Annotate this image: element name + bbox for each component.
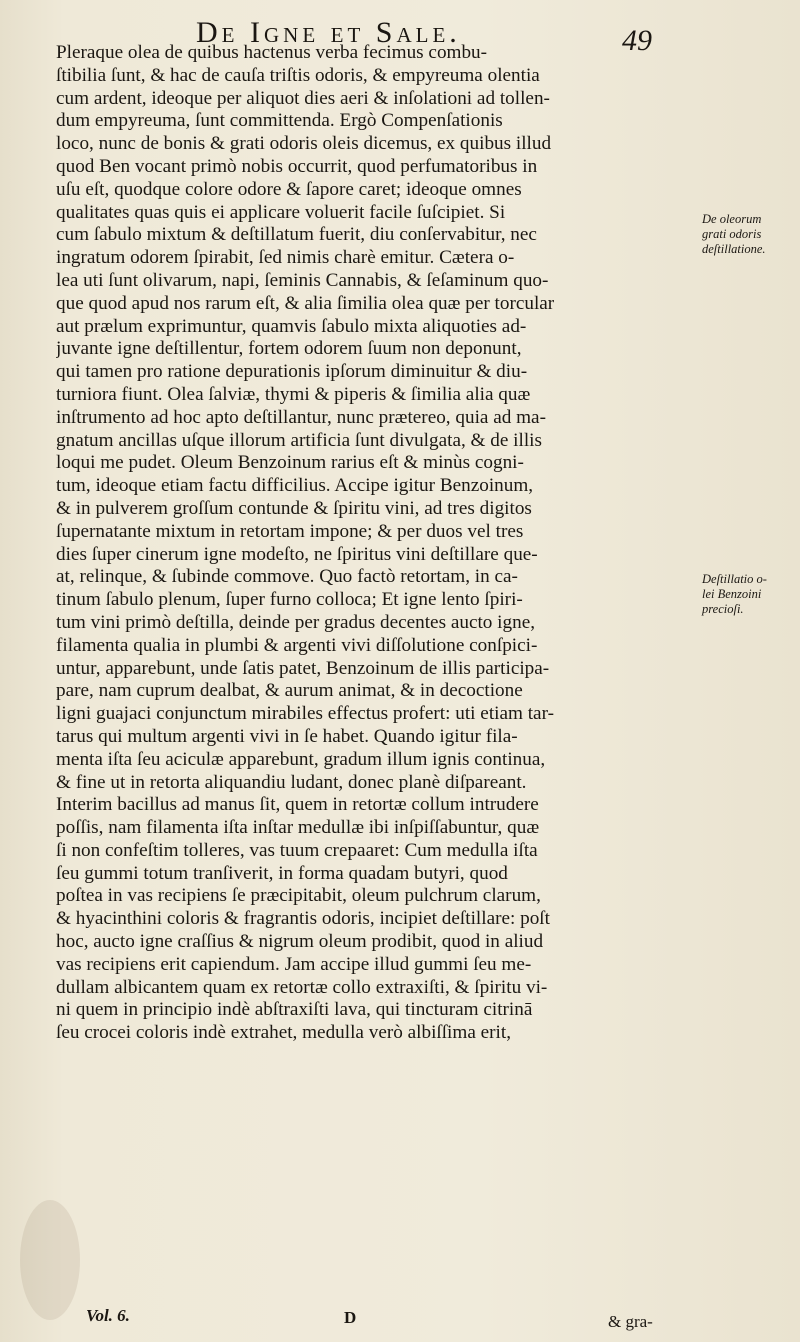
text-line: & in pulverem groſſum contunde & ſpiritu vini, ad tres digitos bbox=[56, 497, 532, 519]
text-line: qualitates quas quis ei applicare voluerit facile ſuſcipiet. Si bbox=[56, 201, 506, 223]
text-line: ni quem in principio indè abſtraxiſti lava, qui tincturam citrinā bbox=[56, 999, 533, 1021]
text-line: poſſis, nam filamenta iſta inſtar medullæ ibi inſpiſſabuntur, quæ bbox=[56, 817, 540, 839]
text-line: turniora fiunt. Olea ſalviæ, thymi & piperis & ſimilia alia quæ bbox=[56, 383, 531, 405]
text-line: poſtea in vas recipiens ſe præcipitabit, oleum pulchrum clarum, bbox=[56, 885, 541, 907]
text-line: aut prælum exprimuntur, quamvis ſabulo mixta aliquoties ad- bbox=[56, 315, 527, 337]
text-line: tarus qui multum argenti vivi in ſe habet. Quando igitur fila- bbox=[56, 725, 518, 747]
text-line: tum vini primò deſtilla, deinde per gradus decentes aucto igne, bbox=[56, 611, 536, 633]
text-line: gnatum ancillas uſque illorum artificia ſunt divulgata, & de illis bbox=[56, 429, 542, 451]
text-line: filamenta qualia in plumbi & argenti vivi diſſolutione conſpici- bbox=[56, 634, 538, 656]
text-line: uſu eſt, quodque colore odore & ſapore caret; ideoque omnes bbox=[56, 178, 522, 200]
text-line: qui tamen pro ratione depurationis ipſorum diminuitur & diu- bbox=[56, 361, 528, 383]
margin-note-line: grati odoris bbox=[702, 227, 762, 241]
text-line: menta iſta ſeu aciculæ apparebunt, gradum illum ignis continua, bbox=[56, 748, 546, 770]
text-line: at, relinque, & ſubinde commove. Quo factò retortam, in ca- bbox=[56, 566, 518, 588]
text-line: juvante igne deſtillentur, fortem odorem ſuum non deponunt, bbox=[56, 338, 522, 360]
margin-note-benzoin-distillation bbox=[702, 572, 798, 617]
text-line: ſeu gummi totum tranſiverit, in forma quadam butyri, quod bbox=[56, 862, 508, 884]
text-line: inſtrumento ad hoc apto deſtillantur, nunc prætereo, quia ad ma- bbox=[56, 406, 546, 428]
text-line: pare, nam cuprum dealbat, & aurum animat, & in decoctione bbox=[56, 680, 523, 702]
text-line: ſeu crocei coloris indè extrahet, medulla verò albiſſima erit, bbox=[56, 1022, 511, 1044]
text-line: vas recipiens erit capiendum. Jam accipe illud gummi ſeu me- bbox=[56, 953, 532, 975]
text-line: tinum ſabulo plenum, ſuper furno colloca; Et igne lento ſpiri- bbox=[56, 589, 523, 611]
text-line: ligni guajaci conjunctum mirabiles effectus profert: uti etiam tar- bbox=[56, 703, 554, 725]
text-line: dies ſuper cinerum igne modeſto, ne ſpiritus vini deſtillare que- bbox=[56, 543, 538, 565]
text-line: lea uti ſunt olivarum, napi, ſeminis Cannabis, & ſeſaminum quo- bbox=[56, 269, 549, 291]
text-line: & hyacinthini coloris & fragrantis odoris, incipiet deſtillare: poſt bbox=[56, 908, 550, 930]
text-line: Pleraque olea de quibus hactenus verba fecimus combu- bbox=[56, 42, 488, 63]
margin-note-line: Deſtillatio o- bbox=[702, 572, 767, 586]
text-line: & fine ut in retorta aliquandiu ludant, donec planè diſpareant. bbox=[56, 771, 527, 793]
text-line: cum ſabulo mixtum & deſtillatum fuerit, diu conſervabitur, nec bbox=[56, 224, 537, 246]
text-line: loqui me pudet. Oleum Benzoinum rarius eſt & minùs cogni- bbox=[56, 452, 524, 474]
signature-mark: D bbox=[344, 1308, 357, 1327]
text-line: ingratum odorem ſpirabit, ſed nimis charè emitur. Cætera o- bbox=[56, 247, 515, 269]
margin-note-line: lei Benzoini bbox=[702, 587, 762, 601]
text-line: ſupernatante mixtum in retortam impone; & per duos vel tres bbox=[56, 520, 524, 542]
page-footer bbox=[0, 1306, 800, 1336]
text-line: Interim bacillus ad manus ſit, quem in retortæ collum intrudere bbox=[56, 794, 539, 816]
text-line: untur, apparebunt, unde ſatis patet, Benzoinum de illis participa- bbox=[56, 657, 550, 679]
text-line: quod Ben vocant primò nobis occurrit, quod perfumatoribus in bbox=[56, 155, 538, 177]
running-head: De Igne et Sale. bbox=[196, 16, 461, 49]
text-line: ſtibilia ſunt, & hac de cauſa triſtis odoris, & empyreuma olentia bbox=[56, 64, 540, 86]
text-line: loco, nunc de bonis & grati odoris oleis dicemus, ex quibus illud bbox=[56, 133, 552, 155]
paper-stain bbox=[20, 1200, 80, 1320]
page-number: 49 bbox=[622, 24, 652, 57]
text-line: dullam albicantem quam ex retortæ collo extraxiſti, & ſpiritu vi- bbox=[56, 976, 548, 998]
margin-note-line: De oleorum bbox=[702, 212, 762, 226]
text-line: cum ardent, ideoque per aliquot dies aeri & inſolationi ad tollen- bbox=[56, 87, 550, 109]
body-text bbox=[56, 42, 656, 1045]
margin-note-line: deſtillatione. bbox=[702, 242, 766, 256]
text-line: hoc, aucto igne craſſius & nigrum oleum prodibit, quod in aliud bbox=[56, 931, 544, 953]
text-line: tum, ideoque etiam factu difficilius. Accipe igitur Benzoinum, bbox=[56, 475, 534, 497]
text-line: que quod apud nos rarum eſt, & alia ſimilia olea quæ per torcular bbox=[56, 292, 555, 314]
volume-mark: Vol. 6. bbox=[86, 1306, 130, 1325]
margin-note-line: precioſi. bbox=[702, 602, 744, 616]
text-line: ſi non confeſtim tolleres, vas tuum crepaaret: Cum medulla iſta bbox=[56, 839, 538, 861]
margin-note-oil-distillation bbox=[702, 212, 798, 257]
catchword: & gra- bbox=[608, 1312, 653, 1331]
text-line: dum empyreuma, ſunt committenda. Ergò Compenſationis bbox=[56, 110, 503, 132]
